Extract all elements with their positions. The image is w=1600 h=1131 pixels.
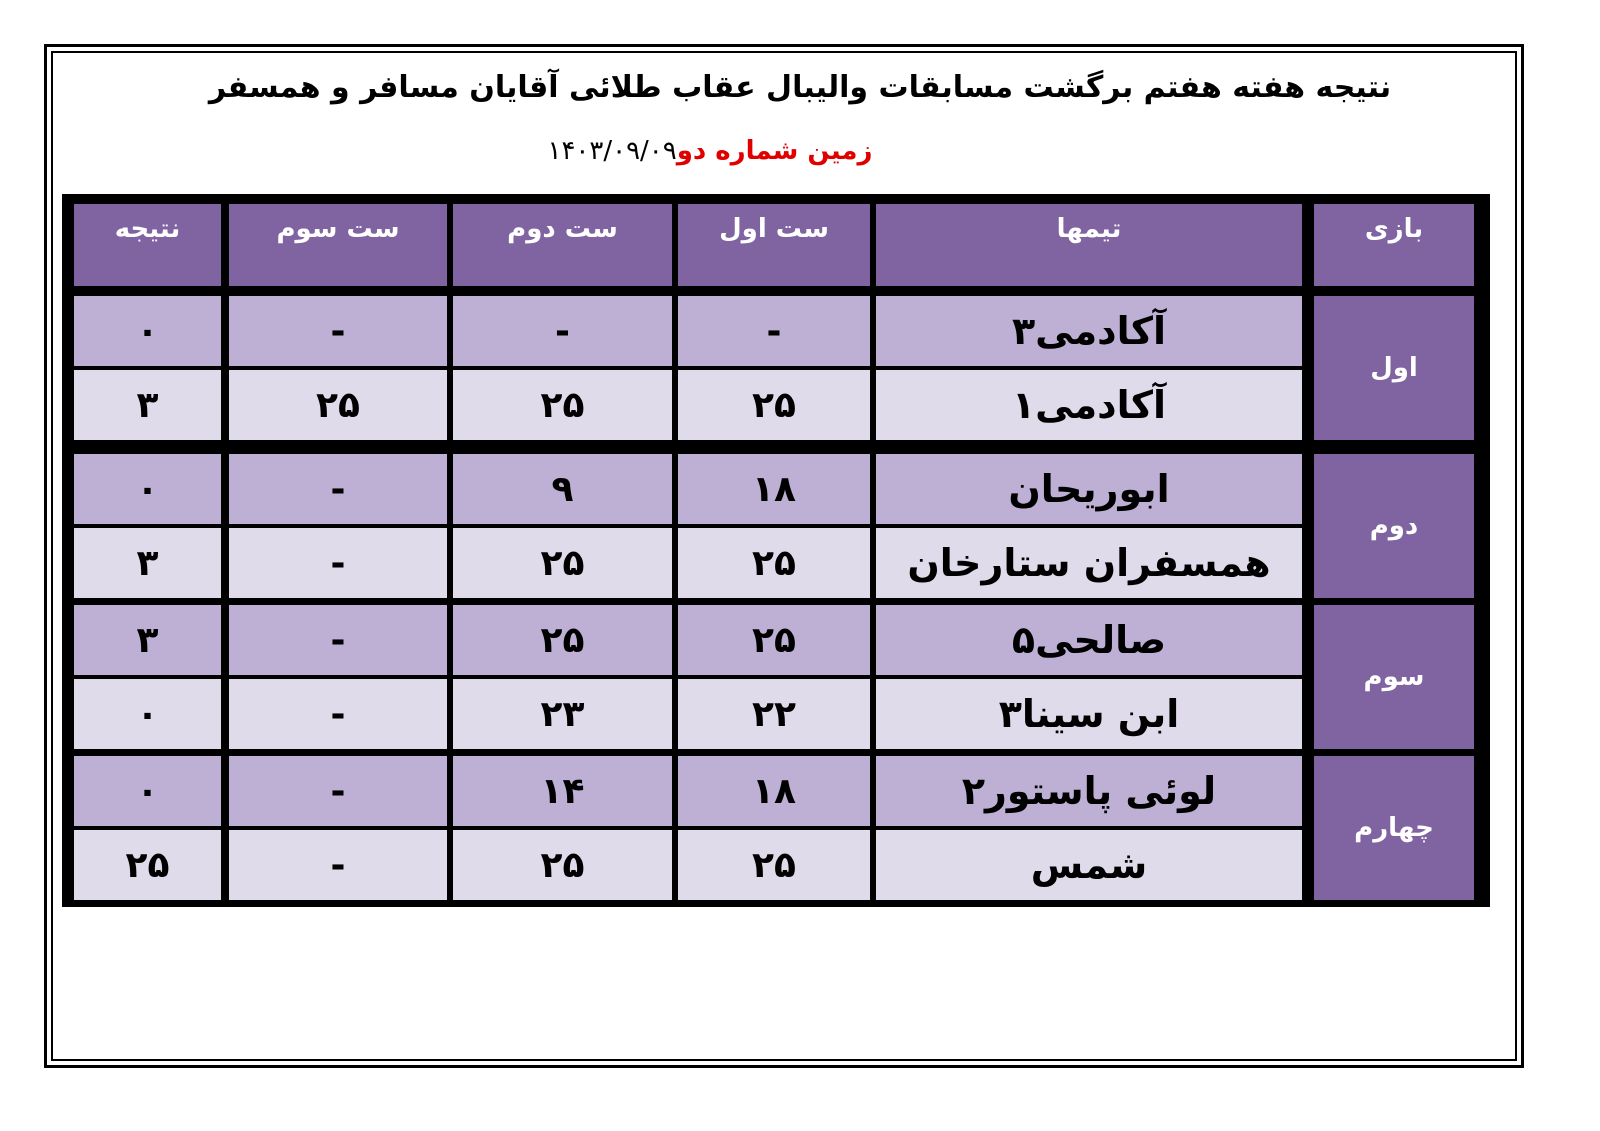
- result-score-cell: ۰: [74, 679, 221, 749]
- set3-score-cell: -: [229, 830, 447, 900]
- set2-score-cell: ۲۳: [453, 679, 672, 749]
- set1-score-cell: ۲۵: [678, 605, 870, 675]
- set3-score-cell: -: [229, 296, 447, 366]
- set2-score-cell: ۲۵: [453, 605, 672, 675]
- set2-score-cell: ۹: [453, 454, 672, 524]
- header-set1: ست اول: [678, 204, 870, 286]
- set2-score-cell: ۲۵: [453, 830, 672, 900]
- result-score-cell: ۳: [74, 605, 221, 675]
- set3-score-cell: -: [229, 528, 447, 598]
- result-score-cell: ۰: [74, 454, 221, 524]
- set3-score-cell: -: [229, 756, 447, 826]
- date-label: ۱۴۰۳/۰۹/۰۹: [547, 136, 677, 166]
- set1-score-cell: ۲۵: [678, 528, 870, 598]
- venue-label: زمین شماره دو: [676, 136, 873, 166]
- set1-score-cell: ۲۵: [678, 370, 870, 440]
- game-label: دوم: [1314, 454, 1474, 598]
- set3-score-cell: -: [229, 679, 447, 749]
- set2-score-cell: ۱۴: [453, 756, 672, 826]
- team-name-cell: آکادمی۳: [876, 296, 1302, 366]
- set1-score-cell: -: [678, 296, 870, 366]
- team-name-cell: شمس: [876, 830, 1302, 900]
- team-name-cell: همسفران ستارخان: [876, 528, 1302, 598]
- header-set3: ست سوم: [229, 204, 447, 286]
- game-label: چهارم: [1314, 756, 1474, 900]
- header-set2: ست دوم: [453, 204, 672, 286]
- set1-score-cell: ۲۵: [678, 830, 870, 900]
- result-score-cell: ۰: [74, 296, 221, 366]
- game-label: سوم: [1314, 605, 1474, 749]
- set1-score-cell: ۱۸: [678, 454, 870, 524]
- set2-score-cell: ۲۵: [453, 528, 672, 598]
- results-table: [62, 194, 1490, 907]
- set2-score-cell: ۲۵: [453, 370, 672, 440]
- team-name-cell: لوئی پاستور۲: [876, 756, 1302, 826]
- set2-score-cell: -: [453, 296, 672, 366]
- set3-score-cell: -: [229, 454, 447, 524]
- set3-score-cell: -: [229, 605, 447, 675]
- result-score-cell: ۳: [74, 528, 221, 598]
- team-name-cell: صالحی۵: [876, 605, 1302, 675]
- page-title: نتیجه هفته هفتم برگشت مسابقات والیبال عقاب طلائی آقایان مسافر و همسفر: [208, 70, 1392, 105]
- team-name-cell: آکادمی۱: [876, 370, 1302, 440]
- team-name-cell: ابوریحان: [876, 454, 1302, 524]
- header-teams: تیمها: [876, 204, 1302, 286]
- game-label: اول: [1314, 296, 1474, 440]
- header-game: بازی: [1314, 204, 1474, 286]
- result-score-cell: ۲۵: [74, 830, 221, 900]
- set1-score-cell: ۱۸: [678, 756, 870, 826]
- set1-score-cell: ۲۲: [678, 679, 870, 749]
- header-result: نتیجه: [74, 204, 221, 286]
- team-name-cell: ابن سینا۳: [876, 679, 1302, 749]
- set3-score-cell: ۲۵: [229, 370, 447, 440]
- result-score-cell: ۳: [74, 370, 221, 440]
- page-subtitle: [420, 136, 1000, 166]
- result-score-cell: ۰: [74, 756, 221, 826]
